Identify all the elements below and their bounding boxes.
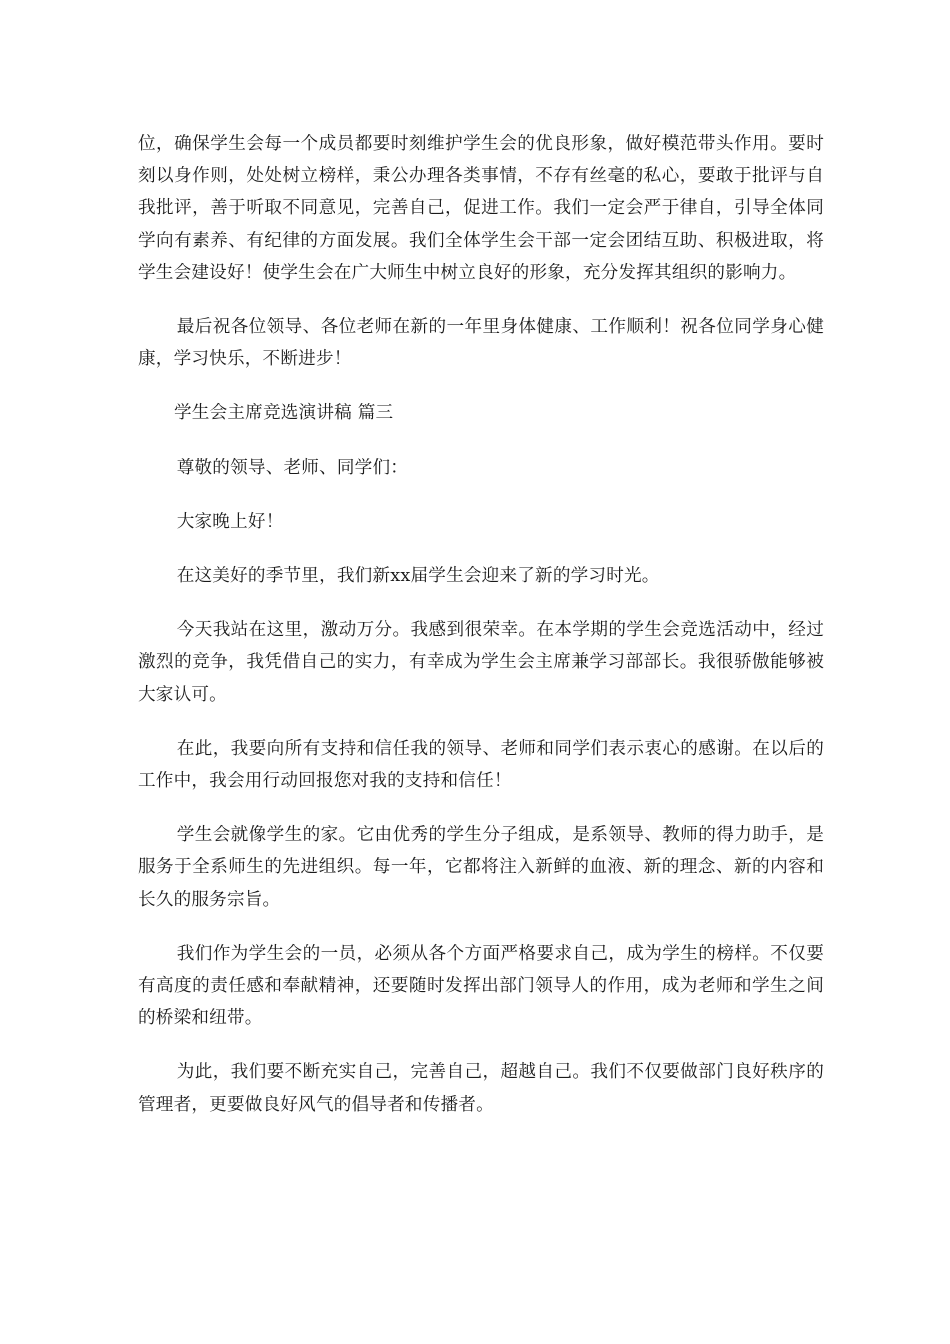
paragraph-improve: 为此，我们要不断充实自己，完善自己，超越自己。我们不仅要做部门良好秩序的管理者，更要做良好风气的倡导者和传播者。 bbox=[138, 1062, 824, 1115]
paragraph-thanks: 在此，我要向所有支持和信任我的领导、老师和同学们表示衷心的感谢。在以后的工作中，我会用行动回报您对我的支持和信任！ bbox=[138, 738, 824, 792]
paragraph-closing-wishes: 最后祝各位领导、各位老师在新的一年里身体健康、工作顺利！祝各位同学身心健康，学习快乐，不断进步！ bbox=[138, 317, 824, 370]
document-body bbox=[138, 128, 824, 1143]
paragraph-honored: 今天我站在这里，激动万分。我感到很荣幸。在本学期的学生会竞选活动中，经过激烈的竞争，我凭借自己的实力，有幸成为学生会主席兼学习部部长。我很骄傲能够被大家认可。 bbox=[138, 620, 824, 705]
paragraph-salutation: 尊敬的领导、老师、同学们： bbox=[176, 457, 409, 478]
paragraph-role-model: 我们作为学生会的一员，必须从各个方面严格要求自己，成为学生的榜样。不仅要有高度的责任感和奉献精神，还要随时发挥出部门领导人的作用，成为老师和学生之间的桥梁和纽带。 bbox=[138, 943, 824, 1029]
paragraph-greeting: 大家晚上好！ bbox=[176, 511, 284, 532]
paragraph-continuation: 位，确保学生会每一个成员都要时刻维护学生会的优良形象，做好模范带头作用。要时刻以身作则，处处树立榜样，秉公办理各类事情，不存有丝毫的私心，要敢于批评与自我批评，善于听取不同意见，完善自己，促进工作。我们一定会严于律自，引导全体同学向有素养、有纪律的方面发展。我们全体学生会干部一定会团结互助、积极进取，将学生会建设好！使学生会在广大师生中树立良好的形象，充分发挥其组织的影响力。 bbox=[138, 134, 824, 283]
paragraph-season: 在这美好的季节里，我们新xx届学生会迎来了新的学习时光。 bbox=[176, 566, 660, 587]
paragraph-home: 学生会就像学生的家。它由优秀的学生分子组成，是系领导、教师的得力助手，是服务于全系师生的先进组织。每一年，它都将注入新鲜的血液、新的理念、新的内容和长久的服务宗旨。 bbox=[138, 825, 824, 910]
section-heading: 学生会主席竞选演讲稿 篇三 bbox=[174, 403, 394, 424]
